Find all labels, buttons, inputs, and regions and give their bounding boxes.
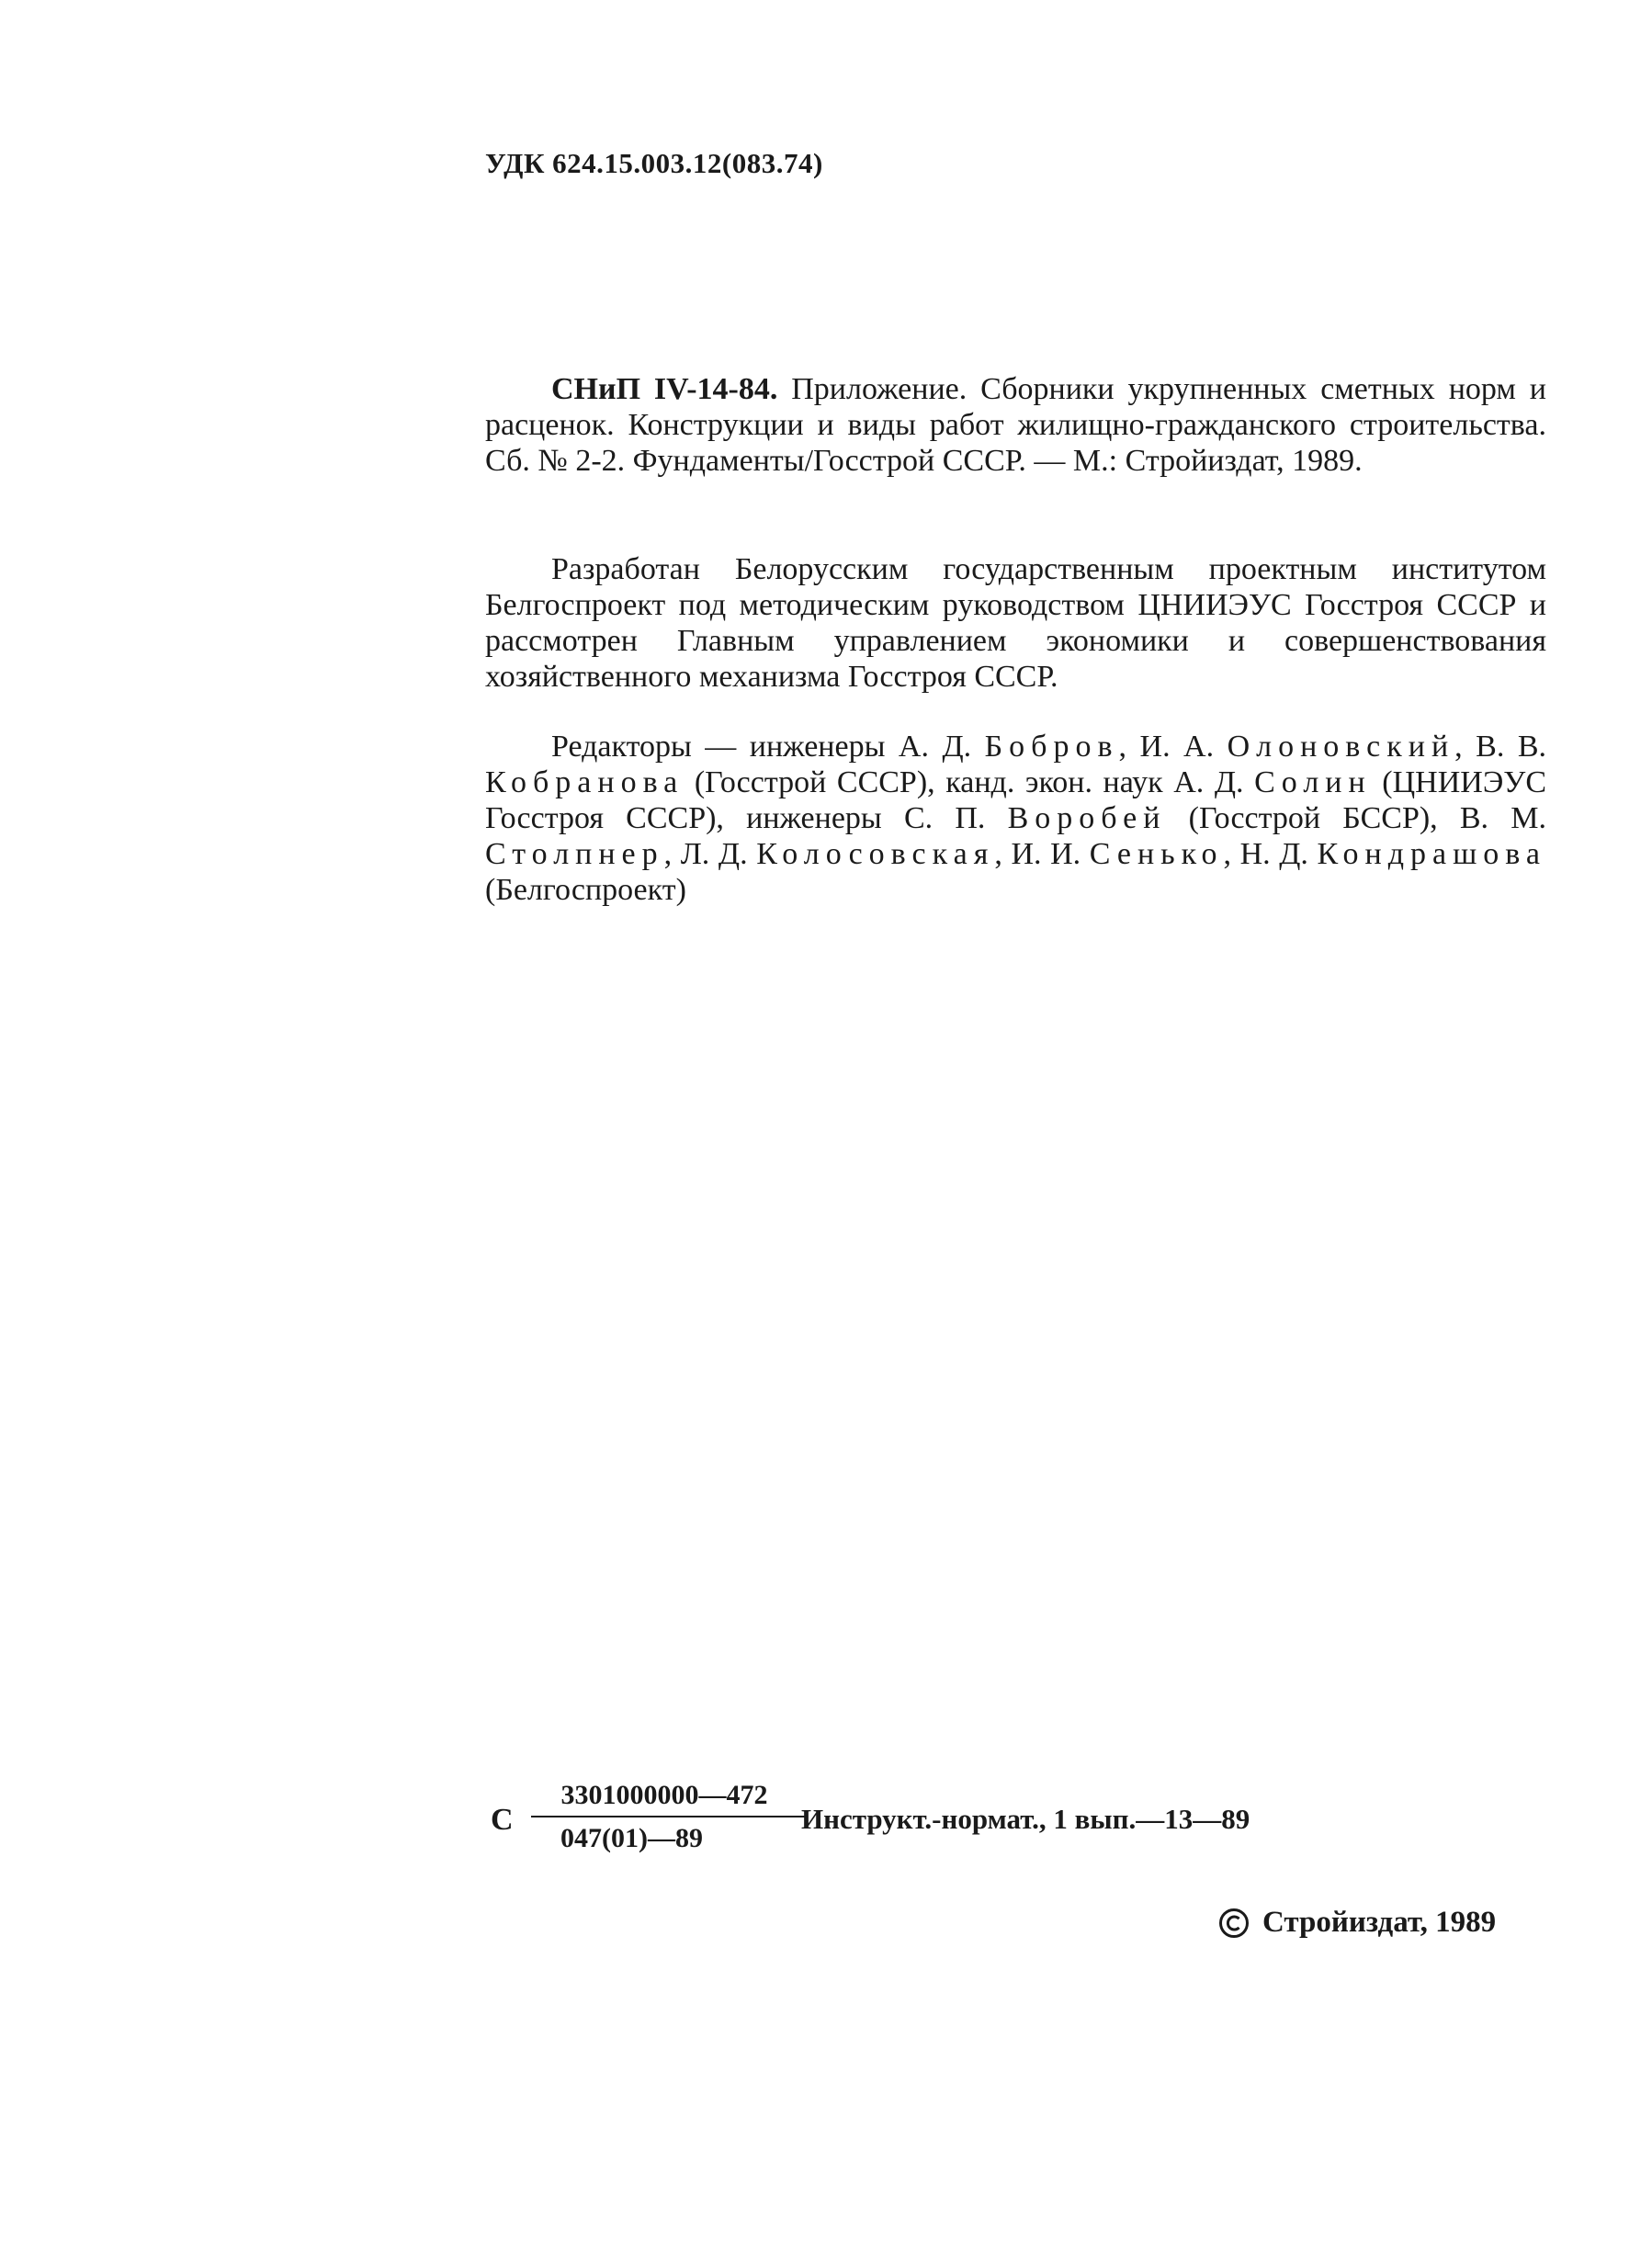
editors-text: (Белгоспроект) [485,873,686,907]
copyright-text: Стройиздат, 1989 [1262,1906,1497,1939]
catalog-fraction [531,1777,816,1856]
catalog-tail: Инструкт.-нормат., 1 вып.—13—89 [801,1803,1250,1835]
editor-name: Воробей [1007,801,1167,835]
editors-text: (ЦНИИЭУС Госстроя СССР), инженеры С. П. [485,765,1547,835]
developer-paragraph [485,551,1546,695]
bibliographic-record [485,371,1546,479]
developer-text: Разработан Белорусским государственным проектным институтом Белгоспроект под методическим руководством ЦНИИЭУС Госстроя СССР и рассмотрен Главным управлением экономики и совершенствования хозяйственного механизма Госстроя СССР. [485,552,1546,694]
editor-name: Сенько [1089,837,1224,871]
editor-name: Колосовская [756,837,995,871]
editor-name: Олоновский [1227,730,1455,764]
editors-text: , И. И. [994,837,1090,871]
catalog-index [491,1777,1409,1869]
editors-text: , И. А. [1118,730,1228,764]
catalog-numerator: 3301000000—472 [560,1780,768,1810]
bibliographic-lead: СНиП IV-14-84. [551,372,778,406]
editor-name: Столпнер [485,837,664,871]
catalog-letter: С [491,1803,514,1837]
editor-name: Кондрашова [1317,837,1546,871]
editors-text: , Л. Д. [663,837,757,871]
editors-paragraph [485,729,1546,908]
bibliographic-text: Приложение. Сборники укрупненных сметных норм и расценок. Конструкции и виды работ жилищно-гражданского строительства. Сб. № 2-2. Фундаменты/Госстрой СССР. — М.: Стройиздат, 1989. [485,372,1546,478]
editors-text: , В. В. [1454,730,1546,764]
editors-text: (Госстрой БССР), В. М. [1166,801,1546,835]
editor-name: Бобров [984,730,1119,764]
editors-text: Редакторы — инженеры А. Д. [551,730,985,764]
editors-text: , Н. Д. [1223,837,1318,871]
editor-name: Кобранова [485,765,685,799]
fraction-bar [531,1816,807,1817]
udk-code: УДК 624.15.003.12(083.74) [485,147,823,179]
catalog-denominator: 047(01)—89 [560,1823,703,1853]
copyright-notice [1218,1906,1496,1940]
copyright-icon [1218,1908,1250,1939]
editor-name: Солин [1254,765,1372,799]
editors-text: (Госстрой СССР), канд. экон. наук А. Д. [684,765,1255,799]
